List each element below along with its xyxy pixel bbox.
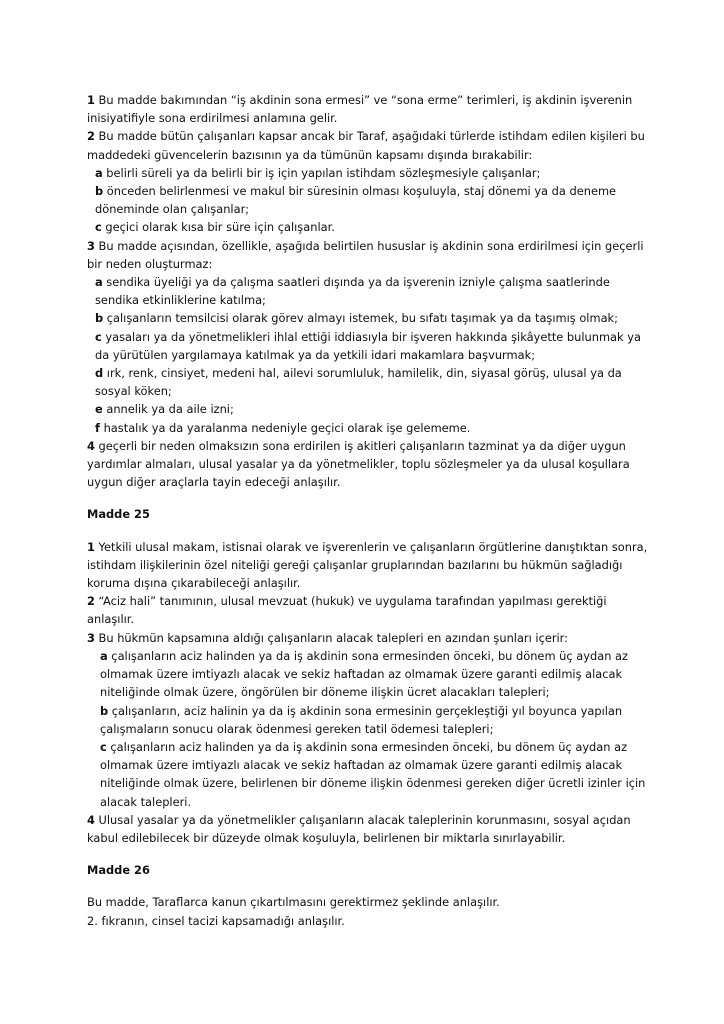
item-letter: a (95, 275, 103, 290)
item-letter: d (95, 366, 104, 381)
paragraph-text: Bu madde açısından, özellikle, aşağıda belirtilen hususlar iş akdinin sona erdirilmesi için geçerli bir neden oluşturmaz: (87, 238, 644, 271)
paragraph-text: Bu madde bütün çalışanları kapsar ancak bir Taraf, aşağıdaki türlerde istihdam edilen kişileri bu maddedeki güvencelerin bazısının ya da tümünün kapsamı dışında bırakabilir: (87, 129, 645, 162)
item-text: yasaları ya da yönetmelikleri ihlal ettiği iddiasıyla bir işveren hakkında şikâyette bulunmak ya da yürütülen yargılamaya katılmak ya da yetkili idari makamlara başvurmak; (95, 329, 641, 362)
list-item-c (87, 328, 654, 364)
paragraph-2 (87, 127, 654, 163)
item-text: çalışanların temsilcisi olarak görev almayı istemek, bu sıfatı taşımak ya da taşımış olmak; (103, 311, 618, 326)
item-text: belirli süreli ya da belirli bir iş için yapılan istihdam sözleşmesiyle çalışanlar; (102, 165, 541, 180)
paragraph-3 (87, 237, 654, 273)
item-text: önceden belirlenmesi ve makul bir süresinin olması koşuluyla, staj dönemi ya da deneme döneminde olan çalışanlar; (95, 184, 617, 217)
paragraph-4 (87, 437, 654, 492)
paragraph-number: 4 (87, 812, 95, 827)
list-item-a (87, 164, 654, 182)
item-letter: b (95, 184, 104, 199)
paragraph-text: Bu madde bakımından “iş akdinin sona ermesi” ve “sona erme” terimleri, iş akdinin işverenin inisiyatifiyle sona erdirilmesi anlamına gelir. (87, 93, 633, 126)
paragraph-4 (87, 811, 654, 847)
list-item-c (87, 738, 654, 811)
list-item-d (87, 364, 654, 400)
item-letter: b (100, 703, 109, 718)
paragraph-number: 1 (87, 93, 95, 107)
paragraph-2 (87, 592, 654, 628)
list-item-a (87, 647, 654, 702)
item-letter: c (95, 220, 102, 235)
item-text: çalışanların aciz halinden ya da iş akdinin sona ermesinden önceki, bu dönem üç aydan az olmamak üzere imtiyazlı alacak ve sekiz haftadan az olmamak üzere garanti edilmiş alacak niteliğinde olmak üzere, belirlenen bir döneme ilişkin ödenmesi gereken diğer ücretli izinler için alacak talepleri. (100, 739, 646, 809)
paragraph-text: Yetkili ulusal makam, istisnai olarak ve işverenlerin ve çalışanların örgütlerine danıştıktan sonra, istihdam ilişkilerinin özel niteliği gereği çalışanlar gruplarından bazılarını bu hükmün sağladığı koruma dışına çıkarabileceği anlaşılır. (87, 539, 648, 591)
list-item-e (87, 400, 654, 418)
item-letter: b (95, 311, 104, 326)
list-item-b (87, 702, 654, 738)
paragraph-3 (87, 629, 654, 647)
paragraph-text: Ulusal yasalar ya da yönetmelikler çalışanların alacak taleplerinin korunmasını, sosyal açıdan kabul edilebilecek bir düzeyde olmak koşuluyla, belirlenen bir miktarla sınırlayabilir. (87, 812, 631, 845)
item-letter: f (95, 420, 100, 435)
paragraph-1 (87, 538, 654, 593)
item-letter: c (95, 329, 102, 344)
list-item-b (87, 309, 654, 327)
item-letter: c (100, 739, 107, 754)
paragraph-number: 1 (87, 539, 95, 554)
paragraph-line-2: 2. fıkranın, cinsel tacizi kapsamadığı anlaşılır. (87, 913, 345, 928)
paragraph-number: 2 (87, 594, 95, 609)
list-item-b (87, 182, 654, 218)
paragraph-number: 2 (87, 129, 95, 144)
item-text: annelik ya da aile izni; (102, 402, 234, 417)
paragraph-text: Bu hükmün kapsamına aldığı çalışanların alacak talepleri en azından şunları içerir: (94, 630, 569, 645)
list-item-f (87, 419, 654, 437)
item-text: çalışanların aciz halinden ya da iş akdinin sona ermesinden önceki, bu dönem üç aydan az olmamak üzere imtiyazlı alacak ve sekiz haftadan az olmamak üzere garanti edilmiş alacak niteliğinde olmak üzere, öngörülen bir döneme ilişkin ücret alacakları talepleri; (100, 648, 628, 700)
item-text: hastalık ya da yaralanma nedeniyle geçici olarak işe gelememe. (99, 420, 471, 435)
section-heading-madde-25: Madde 25 (87, 507, 150, 522)
list-item-c (87, 218, 654, 236)
paragraph-line-1: Bu madde, Taraflarca kanun çıkartılmasını gerektirmez şeklinde anlaşılır. (87, 895, 500, 910)
item-text: sendika üyeliği ya da çalışma saatleri dışında ya da işverenin izniyle çalışma saatlerinde sendika etkinliklerine katılma; (95, 275, 610, 308)
item-text: ırk, renk, cinsiyet, medeni hal, ailevi sorumluluk, hamilelik, din, siyasal görüş, ulusal ya da sosyal köken; (95, 366, 622, 399)
item-text: çalışanların, aciz halinin ya da iş akdinin sona ermesinin gerçekleştiği yıl boyunca yapılan çalışmaların sonucu olarak ödenmesi gereken tatil ödemesi talepleri; (100, 703, 623, 736)
paragraph-text: geçerli bir neden olmaksızın sona erdirilen iş akitleri çalışanların tazminat ya da diğer uygun yardımlar almaları, ulusal yasalar ya da yönetmelikler, toplu sözleşmeler ya da ulusal koşullara uygun diğer araçlarla tayin edeceği anlaşılır. (87, 438, 630, 490)
section-heading-madde-26: Madde 26 (87, 863, 150, 878)
item-letter: a (100, 648, 108, 663)
paragraph-text: “Aciz hali” tanımının, ulusal mevzuat (hukuk) ve uygulama tarafından yapılması gerektiği anlaşılır. (87, 594, 607, 627)
item-letter: e (95, 402, 103, 417)
paragraph-number: 4 (87, 438, 95, 453)
item-text: geçici olarak kısa bir süre için çalışanlar. (101, 220, 335, 235)
list-item-a (87, 273, 654, 309)
paragraph-1 (87, 91, 654, 127)
paragraph-number: 3 (87, 238, 95, 253)
paragraph-number: 3 (87, 630, 95, 645)
item-letter: a (95, 165, 103, 180)
